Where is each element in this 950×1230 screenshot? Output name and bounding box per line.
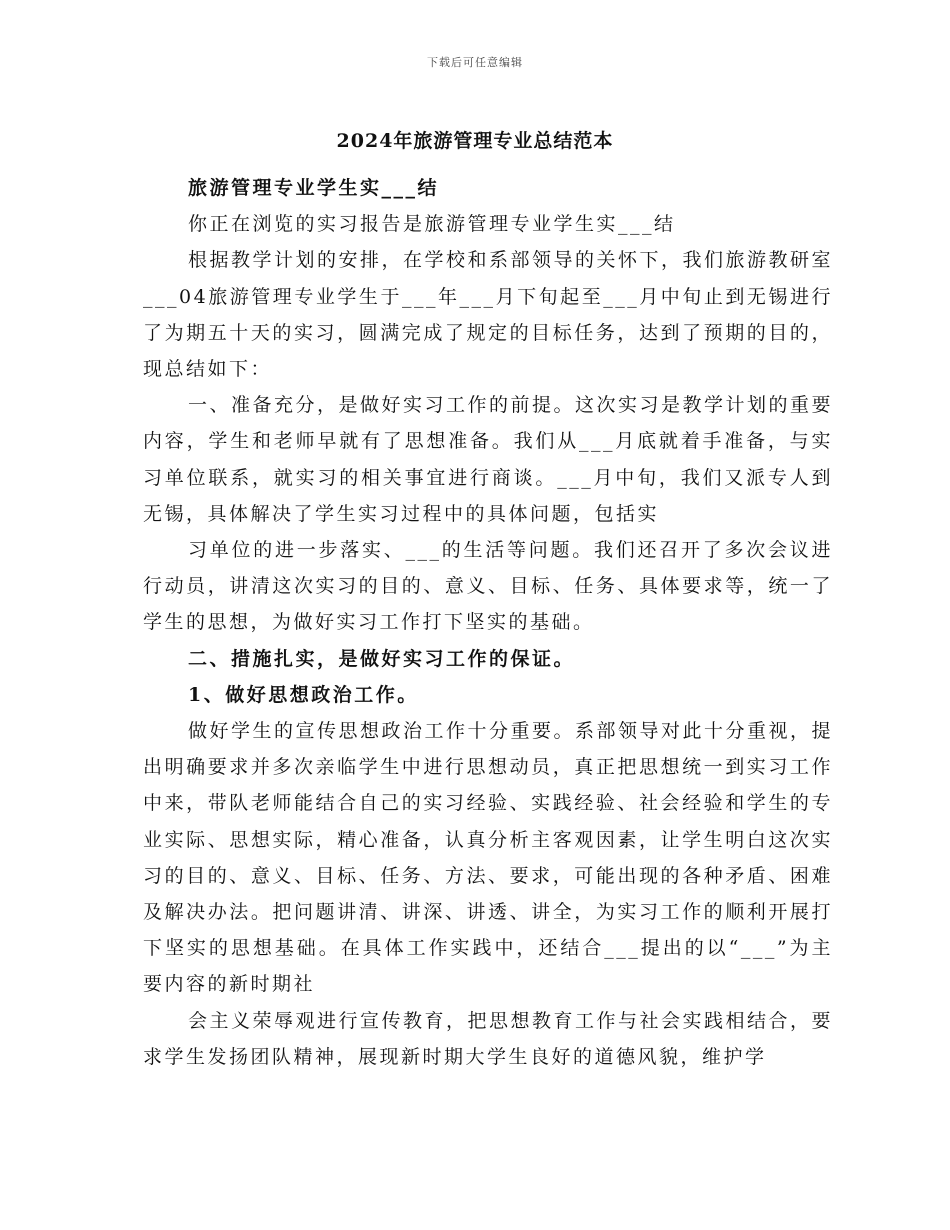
paragraph-political-work-cont: 会主义荣辱观进行宣传教育，把思想教育工作与社会实践相结合，要求学生发扬团队精神，展现新时期大学生良好的道德风貌，维护学 [143, 1009, 834, 1068]
document-body [143, 170, 833, 1075]
paragraph-intro: 你正在浏览的实习报告是旅游管理专业学生实___结 [188, 213, 676, 236]
document-title: 2024年旅游管理专业总结范本 [336, 130, 614, 152]
paragraph-background: 根据教学计划的安排，在学校和系部领导的关怀下，我们旅游教研室___04旅游管理专业学生于___年___月下旬起至___月中旬止到无锡进行了为期五十天的实习，圆满完成了规定的目标任务，达到了预期的目的，现总结如下： [143, 249, 834, 381]
paragraph-political-work: 做好学生的宣传思想政治工作十分重要。系部领导对此十分重视，提出明确要求并多次亲临学生中进行思想动员，真正把思想统一到实习工作中来，带队老师能结合自己的实习经验、实践经验、社会经验和学生的专业实际、思想实际，精心准备，认真分析主客观因素，让学生明白这次实习的目的、意义、目标、任务、方法、要求，可能出现的各种矛盾、困难及解决办法。把问题讲清、讲深、讲透、讲全，为实习工作的顺利开展打下坚实的思想基础。在具体工作实践中，还结合___提出的以“___”为主要内容的新时期社 [143, 720, 834, 996]
paragraph-subtitle: 旅游管理专业学生实___结 [188, 177, 440, 199]
paragraph-section-1-cont: 习单位的进一步落实、___的生活等问题。我们还召开了多次会议进行动员，讲清这次实习的目的、意义、目标、任务、具体要求等，统一了学生的思想，为做好实习工作打下坚实的基础。 [143, 539, 833, 634]
header-note: 下载后可任意编辑 [427, 56, 523, 69]
paragraph-section-1: 一、准备充分，是做好实习工作的前提。这次实习是教学计划的重要内容，学生和老师早就有了思想准备。我们从___月底就着手准备，与实习单位联系，就实习的相关事宜进行商谈。___月中旬，我们又派专人到无锡，具体解决了学生实习过程中的具体问题，包括实 [143, 394, 834, 525]
heading-subsection-1: 1、做好思想政治工作。 [188, 683, 419, 706]
heading-section-2: 二、措施扎实，是做好实习工作的保证。 [188, 647, 576, 670]
